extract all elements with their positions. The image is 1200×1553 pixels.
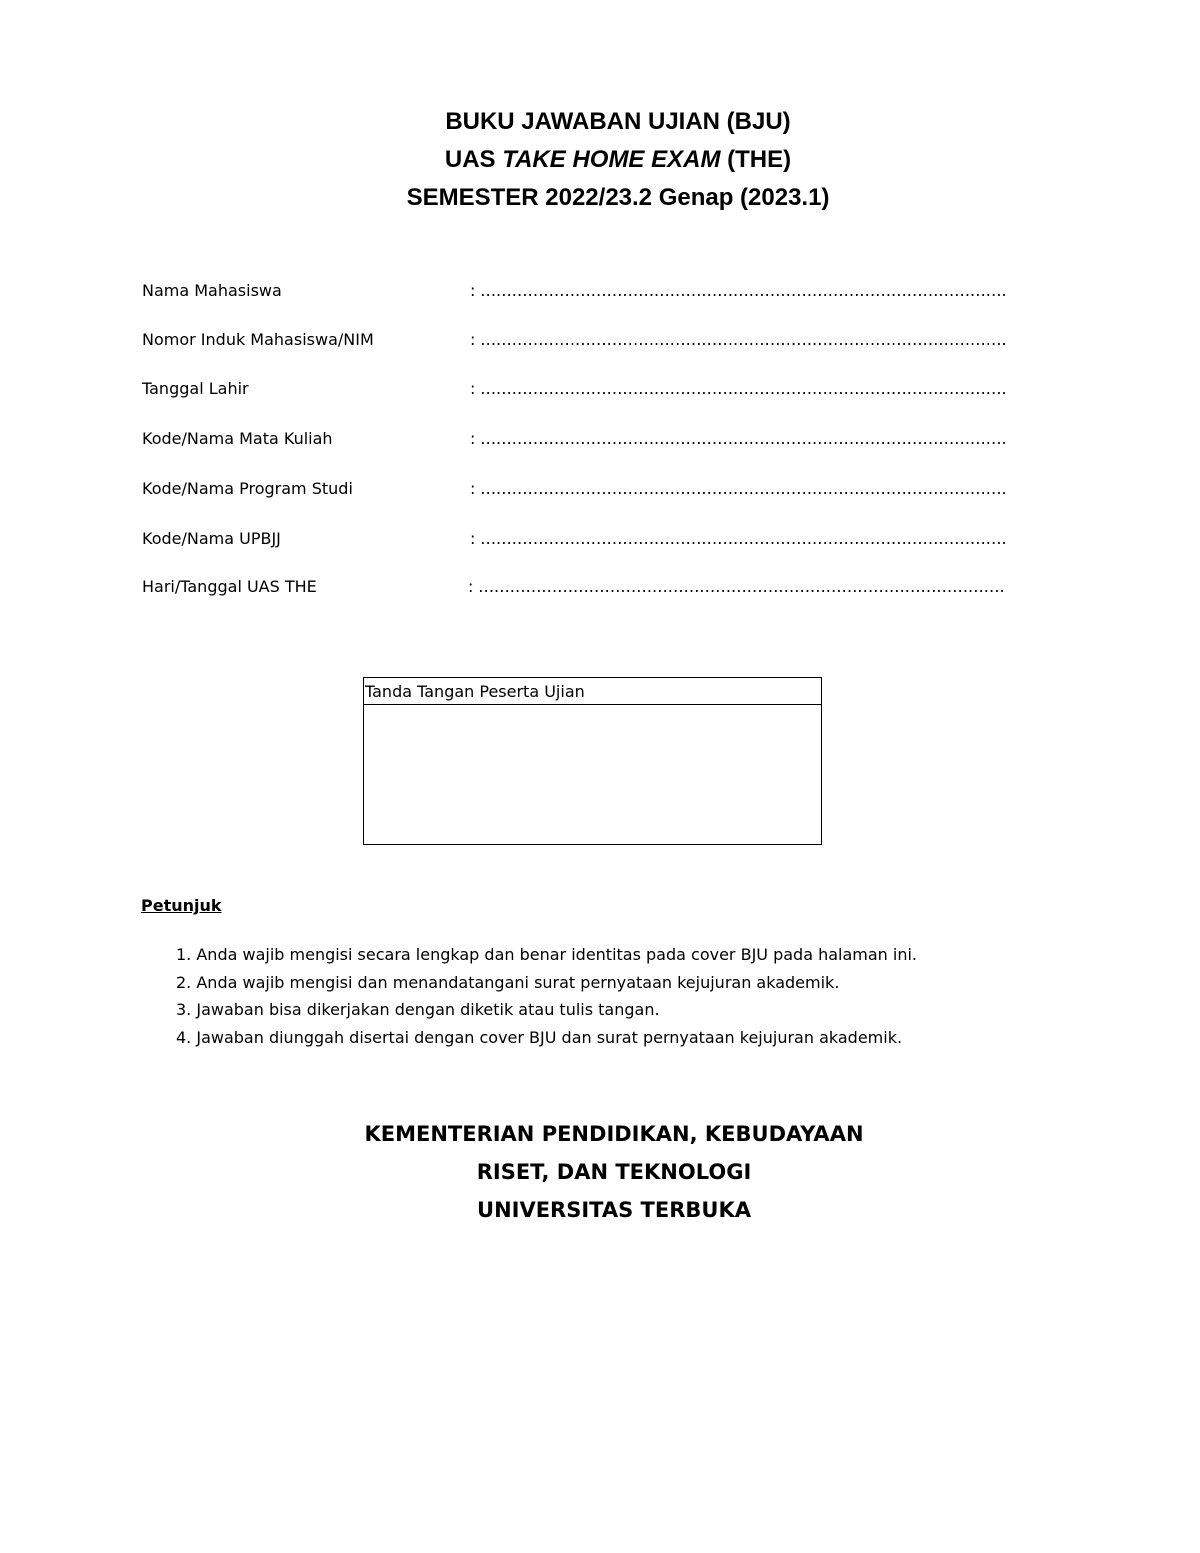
signature-area[interactable] [364, 705, 821, 843]
instructions-heading: Petunjuk [141, 896, 222, 915]
field-row-upbjj [142, 525, 1007, 553]
institution-footer [0, 1115, 1200, 1229]
field-row-mata-kuliah [142, 425, 1007, 453]
field-label: Nomor Induk Mahasiswa/NIM [142, 330, 374, 349]
field-label: Hari/Tanggal UAS THE [142, 577, 317, 596]
signature-box [363, 677, 822, 845]
title-line-2-prefix: UAS [444, 146, 503, 173]
instructions-list [176, 941, 917, 1051]
field-label: Kode/Nama Program Studi [142, 479, 353, 498]
field-label: Tanggal Lahir [142, 379, 249, 398]
instruction-item: 3. Jawaban bisa dikerjakan dengan diketik atau tulis tangan. [176, 1000, 660, 1019]
footer-line-3: UNIVERSITAS TERBUKA [477, 1198, 751, 1222]
title-line-2 [0, 141, 1200, 179]
field-row-nama-mahasiswa [142, 277, 1007, 305]
title-line-2-suffix: (THE) [720, 146, 792, 173]
field-fill-line[interactable]: : ………………………………………………………………………………………. [470, 379, 1007, 398]
instruction-item: 2. Anda wajib mengisi dan menandatangani surat pernyataan kejujuran akademik. [176, 972, 840, 992]
field-fill-line[interactable]: : ………………………………………………………………………………………. [468, 577, 1005, 596]
field-fill-line[interactable]: : ………………………………………………………………………………………. [470, 429, 1007, 448]
field-label: Kode/Nama Mata Kuliah [142, 429, 333, 448]
title-line-3: SEMESTER 2022/23.2 Genap (2023.1) [406, 184, 830, 211]
field-row-hari-tanggal [142, 573, 1005, 601]
title-line-2-italic: TAKE HOME EXAM [502, 146, 721, 173]
footer-line-2: RISET, DAN TEKNOLOGI [476, 1160, 752, 1184]
field-label: Kode/Nama UPBJJ [142, 529, 281, 548]
title-line-1: BUKU JAWABAN UJIAN (BJU) [445, 108, 791, 135]
signature-label: Tanda Tangan Peserta Ujian [364, 678, 821, 705]
field-row-nim [142, 326, 1007, 354]
footer-line-1: KEMENTERIAN PENDIDIKAN, KEBUDAYAAN [364, 1122, 864, 1146]
field-fill-line[interactable]: : ………………………………………………………………………………………. [470, 281, 1007, 300]
document-title [0, 103, 1200, 217]
field-fill-line[interactable]: : ………………………………………………………………………………………. [470, 330, 1007, 349]
field-label: Nama Mahasiswa [142, 281, 282, 300]
field-fill-line[interactable]: : ………………………………………………………………………………………. [470, 479, 1007, 498]
field-fill-line[interactable]: : ………………………………………………………………………………………. [470, 529, 1007, 548]
instruction-item: 4. Jawaban diunggah disertai dengan cover BJU dan surat pernyataan kejujuran akademik. [176, 1027, 903, 1047]
instruction-item: 1. Anda wajib mengisi secara lengkap dan benar identitas pada cover BJU pada halaman ini. [176, 945, 918, 964]
field-row-tanggal-lahir [142, 375, 1007, 403]
field-row-program-studi [142, 475, 1007, 503]
